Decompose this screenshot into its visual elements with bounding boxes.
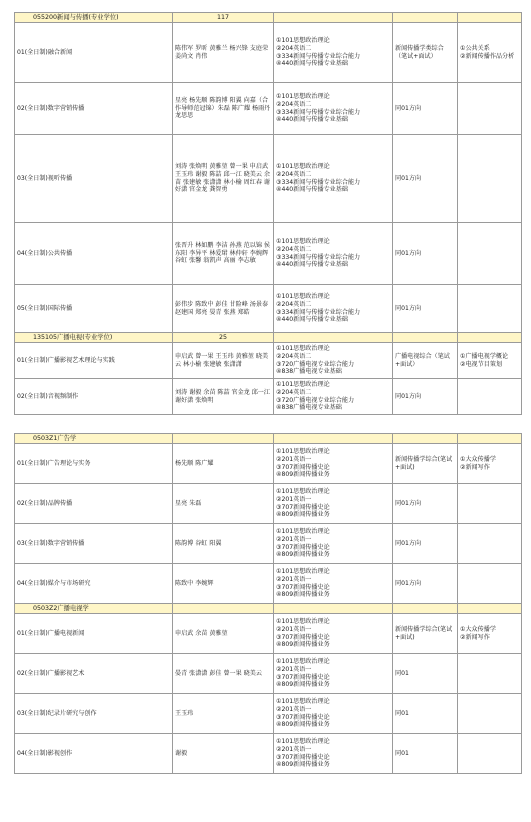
exam-subjects-cell bbox=[274, 564, 393, 604]
exam-subjects-cell bbox=[274, 444, 393, 484]
direction-cell: 02(全日制)数字营销传播 bbox=[15, 83, 173, 135]
table-row bbox=[15, 564, 522, 604]
exam-subject: ②201英语一 bbox=[276, 665, 312, 673]
exam-subjects-cell bbox=[274, 614, 393, 654]
catalog-table bbox=[14, 12, 522, 774]
exam-subject: ④809新闻传播业务 bbox=[276, 721, 330, 729]
exam-subject: ④838广播电视专业基础 bbox=[276, 404, 342, 412]
teachers-cell: 申启武 余苗 黄雅堃 bbox=[173, 614, 274, 654]
extra-subjects-cell bbox=[458, 614, 522, 654]
exam-subject: ③707新闻传播史论 bbox=[276, 633, 330, 641]
extra-subject: ①大众传播学 bbox=[460, 455, 496, 463]
header-empty-cell bbox=[458, 604, 522, 614]
exam-subject: ③707新闻传播史论 bbox=[276, 583, 330, 591]
teachers-cell: 谢毅 bbox=[173, 734, 274, 774]
extra-subject: ①公共关系 bbox=[460, 44, 490, 52]
exam-subject: ③707新闻传播史论 bbox=[276, 463, 330, 471]
exam-subject: ①101思想政治理论 bbox=[276, 528, 330, 536]
exam-subject: ②204英语二 bbox=[276, 352, 312, 360]
exam-subjects-cell bbox=[274, 734, 393, 774]
exam-subject: ④809新闻传播业务 bbox=[276, 681, 330, 689]
direction-cell: 04(全日制)影视创作 bbox=[15, 734, 173, 774]
exam-subject: ④440新闻与传播专业基础 bbox=[276, 116, 348, 124]
direction-cell: 01(全日制)广播电视新闻 bbox=[15, 614, 173, 654]
enrollment-count bbox=[173, 434, 274, 444]
section-header-row bbox=[15, 604, 522, 614]
exam-subject: ④809新闻传播业务 bbox=[276, 471, 330, 479]
exam-subject: ③720广播电视专业综合能力 bbox=[276, 396, 355, 404]
exam-subject: ③334新闻与传播专业综合能力 bbox=[276, 178, 361, 186]
header-empty-cell bbox=[274, 604, 393, 614]
exam-subject: ②204英语二 bbox=[276, 388, 312, 396]
table-row bbox=[15, 734, 522, 774]
extra-subject: ②新闻传播作品分析 bbox=[460, 52, 515, 60]
exam-subject: ③334新闻与传播专业综合能力 bbox=[276, 308, 361, 316]
exam-subject: ①101思想政治理论 bbox=[276, 93, 330, 101]
exam-subject: ①101思想政治理论 bbox=[276, 37, 330, 45]
exam-subject: ②204英语二 bbox=[276, 245, 312, 253]
retest-cell: 同01方向 bbox=[393, 135, 458, 223]
extra-subjects-cell bbox=[458, 444, 522, 484]
exam-subject: ②201英语一 bbox=[276, 625, 312, 633]
exam-subject: ①101思想政治理论 bbox=[276, 698, 330, 706]
exam-subject: ②201英语一 bbox=[276, 455, 312, 463]
table-row bbox=[15, 23, 522, 83]
exam-subject: ①101思想政治理论 bbox=[276, 448, 330, 456]
exam-subject: ③334新闻与传播专业综合能力 bbox=[276, 108, 361, 116]
program-title: 135105广播电视(专业学位) bbox=[15, 333, 173, 343]
direction-cell: 02(全日制)音视频制作 bbox=[15, 379, 173, 415]
exam-subjects-cell bbox=[274, 379, 393, 415]
exam-subjects-cell bbox=[274, 484, 393, 524]
extra-subjects-cell bbox=[458, 564, 522, 604]
teachers-cell: 陈伟军 罗昕 黄雅兰 杨兴锋 支庭荣 姜尚文 肖伟 bbox=[173, 23, 274, 83]
enrollment-count: 25 bbox=[173, 333, 274, 343]
extra-subjects-cell bbox=[458, 524, 522, 564]
section-gap-cell bbox=[15, 415, 522, 434]
retest-cell: 同01方向 bbox=[393, 285, 458, 333]
extra-subjects-cell bbox=[458, 83, 522, 135]
exam-subject: ③334新闻与传播专业综合能力 bbox=[276, 253, 361, 261]
teachers-cell: 晏青 张潇潇 彭佳 曾一果 晓美云 bbox=[173, 654, 274, 694]
table-row bbox=[15, 135, 522, 223]
table-row bbox=[15, 379, 522, 415]
exam-subject: ④440新闻与传播专业基础 bbox=[276, 261, 348, 269]
retest-cell: 同01方向 bbox=[393, 223, 458, 285]
exam-subject: ②201英语一 bbox=[276, 495, 312, 503]
teachers-cell: 星亮 朱磊 bbox=[173, 484, 274, 524]
teachers-cell: 陈致中 李婉辉 bbox=[173, 564, 274, 604]
teachers-cell: 星亮 杨先顺 陈韵博 阳翼 向嘉（合作导师范冠锦）朱磊 陈广耀 杨雨丹 龙思思 bbox=[173, 83, 274, 135]
teachers-cell: 张晋升 林如鹏 李洁 孙燕 范以锦 侯东阳 李异平 林爱珺 林仲轩 李婉辉 谷虹 张馨 翁凯声 高丽 李志敏 bbox=[173, 223, 274, 285]
exam-subject: ④440新闻与传播专业基础 bbox=[276, 60, 348, 68]
header-empty-cell bbox=[458, 333, 522, 343]
direction-cell: 01(全日制)融合新闻 bbox=[15, 23, 173, 83]
retest-cell: 新闻传播学综合(笔试+面试) bbox=[393, 614, 458, 654]
table-row bbox=[15, 223, 522, 285]
exam-subject: ②201英语一 bbox=[276, 745, 312, 753]
exam-subjects-cell bbox=[274, 343, 393, 379]
direction-cell: 03(全日制)数字营销传播 bbox=[15, 524, 173, 564]
retest-cell: 同01方向 bbox=[393, 83, 458, 135]
teachers-cell: 申启武 曾一果 王玉玮 黄雅堃 晓美云 林小榆 张建敏 张潇潇 bbox=[173, 343, 274, 379]
header-empty-cell bbox=[458, 13, 522, 23]
exam-subject: ②204英语二 bbox=[276, 300, 312, 308]
exam-subject: ④440新闻与传播专业基础 bbox=[276, 316, 348, 324]
table-row bbox=[15, 444, 522, 484]
exam-subject: ②204英语二 bbox=[276, 100, 312, 108]
section-header-row bbox=[15, 333, 522, 343]
table-row bbox=[15, 484, 522, 524]
header-empty-cell bbox=[393, 604, 458, 614]
extra-subjects-cell bbox=[458, 734, 522, 774]
exam-subject: ②201英语一 bbox=[276, 575, 312, 583]
table-row bbox=[15, 654, 522, 694]
extra-subjects-cell bbox=[458, 484, 522, 524]
exam-subject: ①101思想政治理论 bbox=[276, 738, 330, 746]
direction-cell: 01(全日制)广播影视艺术理论与实践 bbox=[15, 343, 173, 379]
retest-cell: 同01方向 bbox=[393, 564, 458, 604]
exam-subject: ③720广播电视专业综合能力 bbox=[276, 360, 355, 368]
exam-subject: ①101思想政治理论 bbox=[276, 568, 330, 576]
exam-subject: ①101思想政治理论 bbox=[276, 238, 330, 246]
header-empty-cell bbox=[274, 333, 393, 343]
exam-subject: ④809新闻传播业务 bbox=[276, 591, 330, 599]
extra-subjects-cell bbox=[458, 343, 522, 379]
extra-subjects-cell bbox=[458, 23, 522, 83]
header-empty-cell bbox=[458, 434, 522, 444]
retest-cell: 同01 bbox=[393, 654, 458, 694]
exam-subject: ③707新闻传播史论 bbox=[276, 543, 330, 551]
exam-subject: ①101思想政治理论 bbox=[276, 381, 330, 389]
direction-cell: 03(全日制)视听传播 bbox=[15, 135, 173, 223]
table-row bbox=[15, 343, 522, 379]
exam-subject: ③707新闻传播史论 bbox=[276, 713, 330, 721]
program-title: 0503Z2广播电视学 bbox=[15, 604, 173, 614]
exam-subject: ④809新闻传播业务 bbox=[276, 761, 330, 769]
exam-subjects-cell bbox=[274, 23, 393, 83]
retest-cell: 同01方向 bbox=[393, 524, 458, 564]
exam-subject: ②204英语二 bbox=[276, 170, 312, 178]
enrollment-count: 117 bbox=[173, 13, 274, 23]
exam-subject: ①101思想政治理论 bbox=[276, 345, 330, 353]
direction-cell: 04(全日制)公共传播 bbox=[15, 223, 173, 285]
section-header-row bbox=[15, 434, 522, 444]
catalog-page bbox=[14, 12, 520, 774]
header-empty-cell bbox=[393, 13, 458, 23]
exam-subject: ④809新闻传播业务 bbox=[276, 551, 330, 559]
exam-subject: ①101思想政治理论 bbox=[276, 163, 330, 171]
retest-cell: 同01方向 bbox=[393, 379, 458, 415]
exam-subjects-cell bbox=[274, 285, 393, 333]
header-empty-cell bbox=[393, 333, 458, 343]
retest-cell: 广播电视综合（笔试+面试） bbox=[393, 343, 458, 379]
exam-subject: ①101思想政治理论 bbox=[276, 488, 330, 496]
exam-subjects-cell bbox=[274, 694, 393, 734]
table-row bbox=[15, 285, 522, 333]
extra-subjects-cell bbox=[458, 135, 522, 223]
direction-cell: 02(全日制)广播影视艺术 bbox=[15, 654, 173, 694]
header-empty-cell bbox=[393, 434, 458, 444]
section-gap bbox=[15, 415, 522, 434]
exam-subject: ①101思想政治理论 bbox=[276, 618, 330, 626]
table-row bbox=[15, 524, 522, 564]
retest-cell: 新闻传播学类综合（笔试+面试） bbox=[393, 23, 458, 83]
extra-subjects-cell bbox=[458, 379, 522, 415]
program-title: 055200新闻与传播(专业学位) bbox=[15, 13, 173, 23]
teachers-cell: 陈韵博 谷虹 阳翼 bbox=[173, 524, 274, 564]
header-empty-cell bbox=[274, 13, 393, 23]
exam-subject: ②201英语一 bbox=[276, 535, 312, 543]
retest-cell: 新闻传播学综合(笔试+面试) bbox=[393, 444, 458, 484]
exam-subject: ④838广播电视专业基础 bbox=[276, 368, 342, 376]
program-title: 0503Z1广告学 bbox=[15, 434, 173, 444]
extra-subjects-cell bbox=[458, 223, 522, 285]
exam-subject: ④809新闻传播业务 bbox=[276, 511, 330, 519]
exam-subject: ③707新闻传播史论 bbox=[276, 753, 330, 761]
extra-subject: ①大众传播学 bbox=[460, 625, 496, 633]
table-row bbox=[15, 694, 522, 734]
header-empty-cell bbox=[274, 434, 393, 444]
extra-subject: ①广播电视学概论 bbox=[460, 352, 509, 360]
direction-cell: 05(全日制)国际传播 bbox=[15, 285, 173, 333]
direction-cell: 01(全日制)广告理论与实务 bbox=[15, 444, 173, 484]
exam-subjects-cell bbox=[274, 223, 393, 285]
catalog-table-body bbox=[15, 13, 522, 774]
retest-cell: 同01方向 bbox=[393, 484, 458, 524]
direction-cell: 04(全日制)媒介与市场研究 bbox=[15, 564, 173, 604]
exam-subject: ①101思想政治理论 bbox=[276, 658, 330, 666]
exam-subject: ④440新闻与传播专业基础 bbox=[276, 186, 348, 194]
exam-subject: ①101思想政治理论 bbox=[276, 293, 330, 301]
extra-subjects-cell bbox=[458, 654, 522, 694]
teachers-cell: 刘涛 谢毅 余苗 陈喆 官金龙 邱一江 谢好潇 张焕明 bbox=[173, 379, 274, 415]
teachers-cell: 王玉玮 bbox=[173, 694, 274, 734]
extra-subjects-cell bbox=[458, 285, 522, 333]
direction-cell: 02(全日制)品牌传播 bbox=[15, 484, 173, 524]
exam-subject: ③707新闻传播史论 bbox=[276, 503, 330, 511]
extra-subject: ②新闻写作 bbox=[460, 463, 490, 471]
exam-subject: ④809新闻传播业务 bbox=[276, 641, 330, 649]
extra-subjects-cell bbox=[458, 694, 522, 734]
table-row bbox=[15, 83, 522, 135]
teachers-cell: 杨先顺 陈广耀 bbox=[173, 444, 274, 484]
exam-subject: ②204英语二 bbox=[276, 44, 312, 52]
exam-subject: ②201英语一 bbox=[276, 705, 312, 713]
retest-cell: 同01 bbox=[393, 734, 458, 774]
table-row bbox=[15, 614, 522, 654]
exam-subjects-cell bbox=[274, 524, 393, 564]
retest-cell: 同01 bbox=[393, 694, 458, 734]
direction-cell: 03(全日制)纪录片研究与创作 bbox=[15, 694, 173, 734]
exam-subjects-cell bbox=[274, 83, 393, 135]
exam-subjects-cell bbox=[274, 654, 393, 694]
extra-subject: ②新闻写作 bbox=[460, 633, 490, 641]
teachers-cell: 彭伟步 陈致中 彭佳 甘险峰 汤景泰 赵建国 郑亮 晏青 张燕 郑皓 bbox=[173, 285, 274, 333]
exam-subject: ③334新闻与传播专业综合能力 bbox=[276, 52, 361, 60]
exam-subject: ③707新闻传播史论 bbox=[276, 673, 330, 681]
section-header-row bbox=[15, 13, 522, 23]
teachers-cell: 刘涛 张焕明 黄雅堃 曾一果 申启武 王玉玮 谢毅 陈喆 邱一江 晓美云 余苗 张建敏 张潇潇 林小榆 周红春 谢好潇 官金龙 龚智勇 bbox=[173, 135, 274, 223]
enrollment-count bbox=[173, 604, 274, 614]
exam-subjects-cell bbox=[274, 135, 393, 223]
extra-subject: ②电视节目策划 bbox=[460, 360, 503, 368]
